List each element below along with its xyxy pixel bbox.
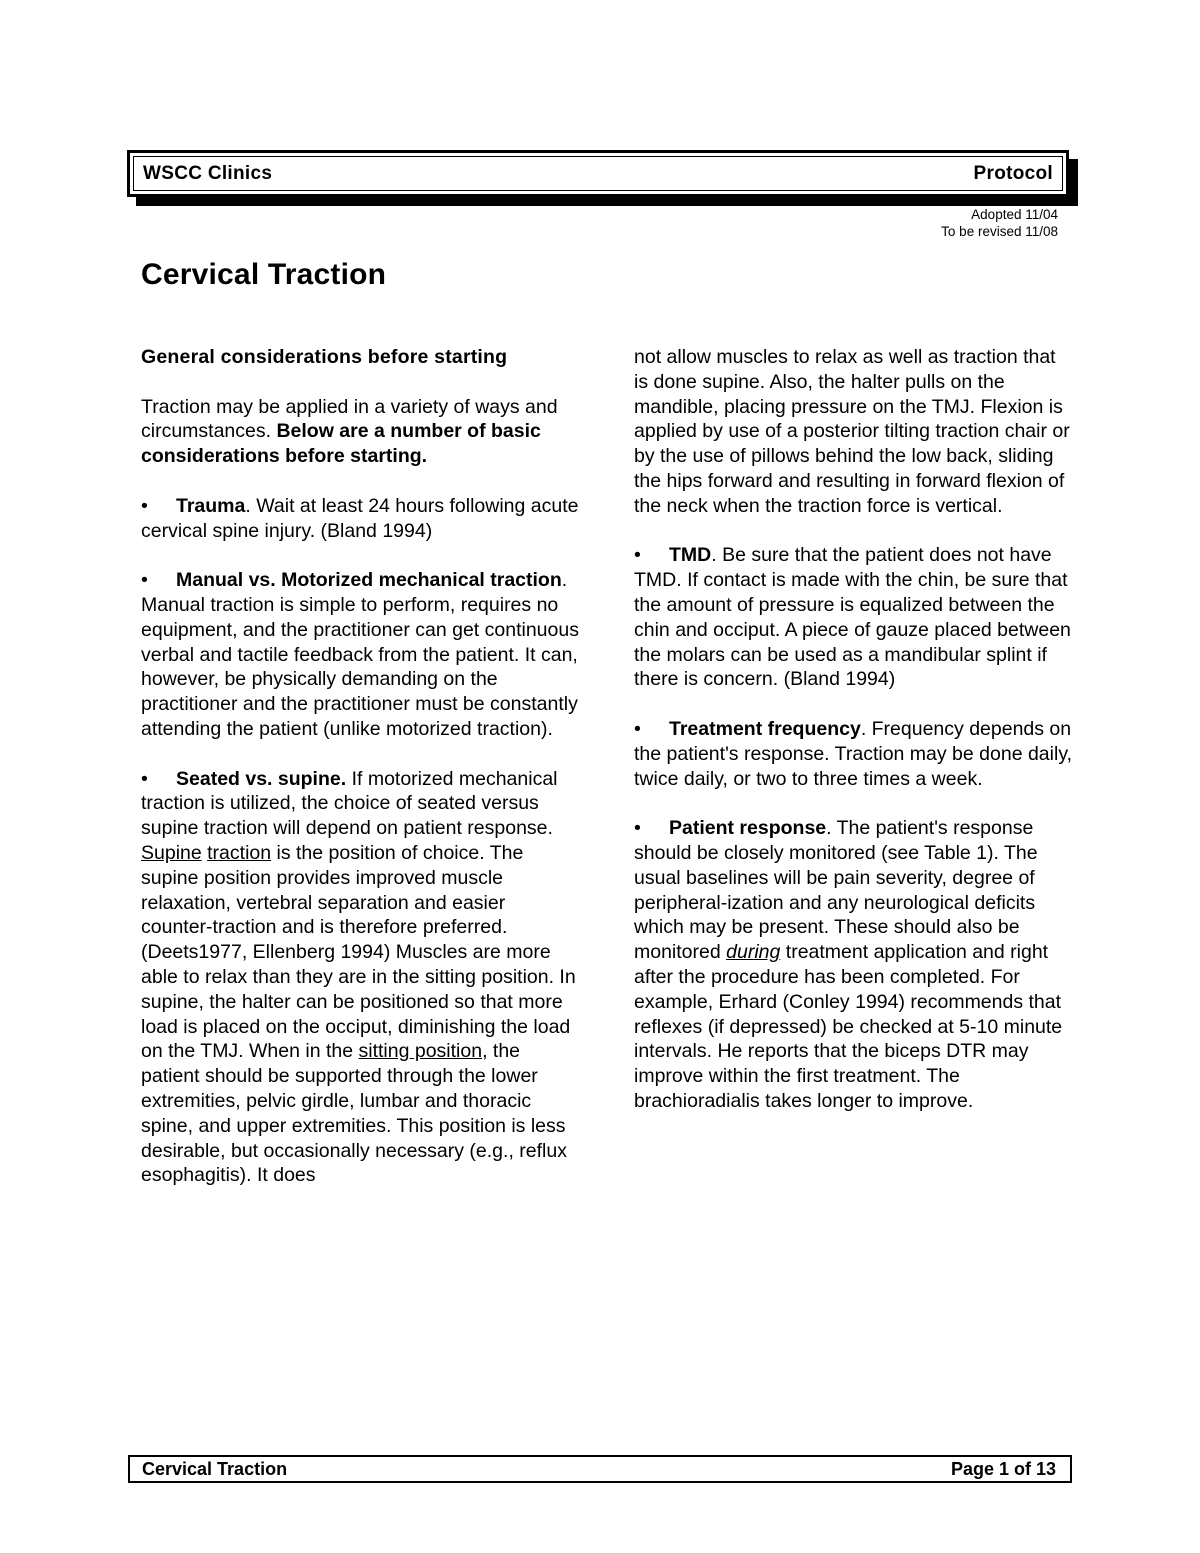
bullet-icon: •	[634, 817, 641, 840]
page-number: Page 1 of 13	[950, 1458, 1056, 1479]
bullet-response	[634, 816, 1074, 1114]
bullet-manual	[141, 568, 581, 742]
header-right: Protocol	[973, 162, 1053, 184]
bullet-text: , the patient should be supported through the lower extremities, pelvic girdle, lumbar and thoracic spine, and upper extremities. This position is less desirable, but occasionally necessary (e.g., reflux esophagitis). It does	[141, 1040, 567, 1187]
bullet-label: Trauma	[176, 494, 246, 517]
bullet-trauma	[141, 494, 581, 544]
right-column	[634, 345, 1074, 1114]
footer-title: Cervical Traction	[142, 1458, 288, 1479]
bullet-text: treatment application and right after the procedure has been completed. For example, Erhard (Conley 1994) recommends that reflexes (if depressed) be checked at 5-10 minute intervals. He reports that the biceps DTR may improve within the first treatment. The brachioradialis takes longer to improve.	[634, 941, 1063, 1112]
header-box	[127, 150, 1069, 197]
bullet-text: If motorized mechanical traction is utilized, the choice of seated versus supine traction will depend on patient response.	[141, 767, 558, 840]
left-column	[141, 345, 581, 1188]
intro-bold: Below are a number of basic considerations before starting.	[141, 420, 541, 468]
revised-date: To be revised 11/08	[941, 224, 1058, 239]
intro-text: Traction may be applied in a variety of ways and circumstances.	[141, 395, 558, 443]
bullet-text: . Be sure that the patient does not have TMD. If contact is made with the chin, be sure that the amount of pressure is equalized between the chin and occiput. A piece of gauze placed between the molars can be used as a mandibular splint if there is concern. (Bland 1994)	[634, 544, 1071, 691]
bullet-label: Treatment frequency	[669, 717, 861, 740]
bullet-icon: •	[141, 494, 148, 517]
bullet-text: . Wait at least 24 hours following acute cervical spine injury. (Bland 1994)	[141, 494, 579, 542]
footer-box	[128, 1455, 1072, 1483]
bullet-icon: •	[141, 767, 148, 790]
underlined-term: sitting position	[358, 1040, 483, 1063]
bullet-seated	[141, 767, 581, 1189]
bullet-text: . Manual traction is simple to perform, requires no equipment, and the practitioner can get continuous verbal and tactile feedback from the patient. It can, however, be physically demanding on the practitioner and the practitioner must be constantly attending the patient (unlike motorized traction).	[141, 569, 579, 740]
adopted-date: Adopted 11/04	[971, 207, 1058, 222]
underlined-term: traction	[207, 841, 272, 864]
section-heading: General considerations before starting	[141, 346, 508, 368]
bullet-icon: •	[141, 569, 148, 592]
bullet-text: . The patient's response should be closely monitored (see Table 1). The usual baselines will be pain severity, degree of peripheral-ization and any neurological deficits which may be present. These should also be monitored	[634, 817, 1038, 964]
bullet-label: Manual vs. Motorized mechanical traction	[176, 569, 562, 592]
revision-info	[941, 206, 1058, 240]
page-title: Cervical Traction	[141, 258, 387, 291]
intro-paragraph	[141, 395, 581, 469]
bullet-text: is the position of choice. The supine position provides improved muscle relaxation, vertebral separation and easier counter-traction and is therefore preferred. (Deets1977, Ellenberg 1994) Muscles are more able to relax than they are in the sitting position. In supine, the halter can be positioned so that more load is placed on the occiput, diminishing the load on the TMJ. When in the	[141, 841, 576, 1063]
bullet-label: Patient response	[669, 817, 827, 840]
bullet-label: Seated vs. supine.	[176, 767, 347, 790]
header-left: WSCC Clinics	[143, 162, 273, 184]
bullet-frequency	[634, 717, 1074, 791]
emphasis-term: during	[726, 941, 781, 964]
bullet-text: . Frequency depends on the patient's response. Traction may be done daily, twice daily, or two to three times a week.	[634, 717, 1073, 790]
bullet-icon: •	[634, 717, 641, 740]
bullet-label: TMD	[669, 544, 712, 567]
bullet-icon: •	[634, 544, 641, 567]
continuation-paragraph: not allow muscles to relax as well as traction that is done supine. Also, the halter pulls on the mandible, placing pressure on the TMJ. Flexion is applied by use of a posterior tilting traction chair or by the use of pillows behind the low back, sliding the hips forward and resulting in forward flexion of the neck when the traction force is vertical.	[634, 346, 1070, 517]
header-inner	[133, 156, 1063, 191]
underlined-term: Supine	[141, 841, 202, 864]
bullet-tmd	[634, 543, 1074, 692]
